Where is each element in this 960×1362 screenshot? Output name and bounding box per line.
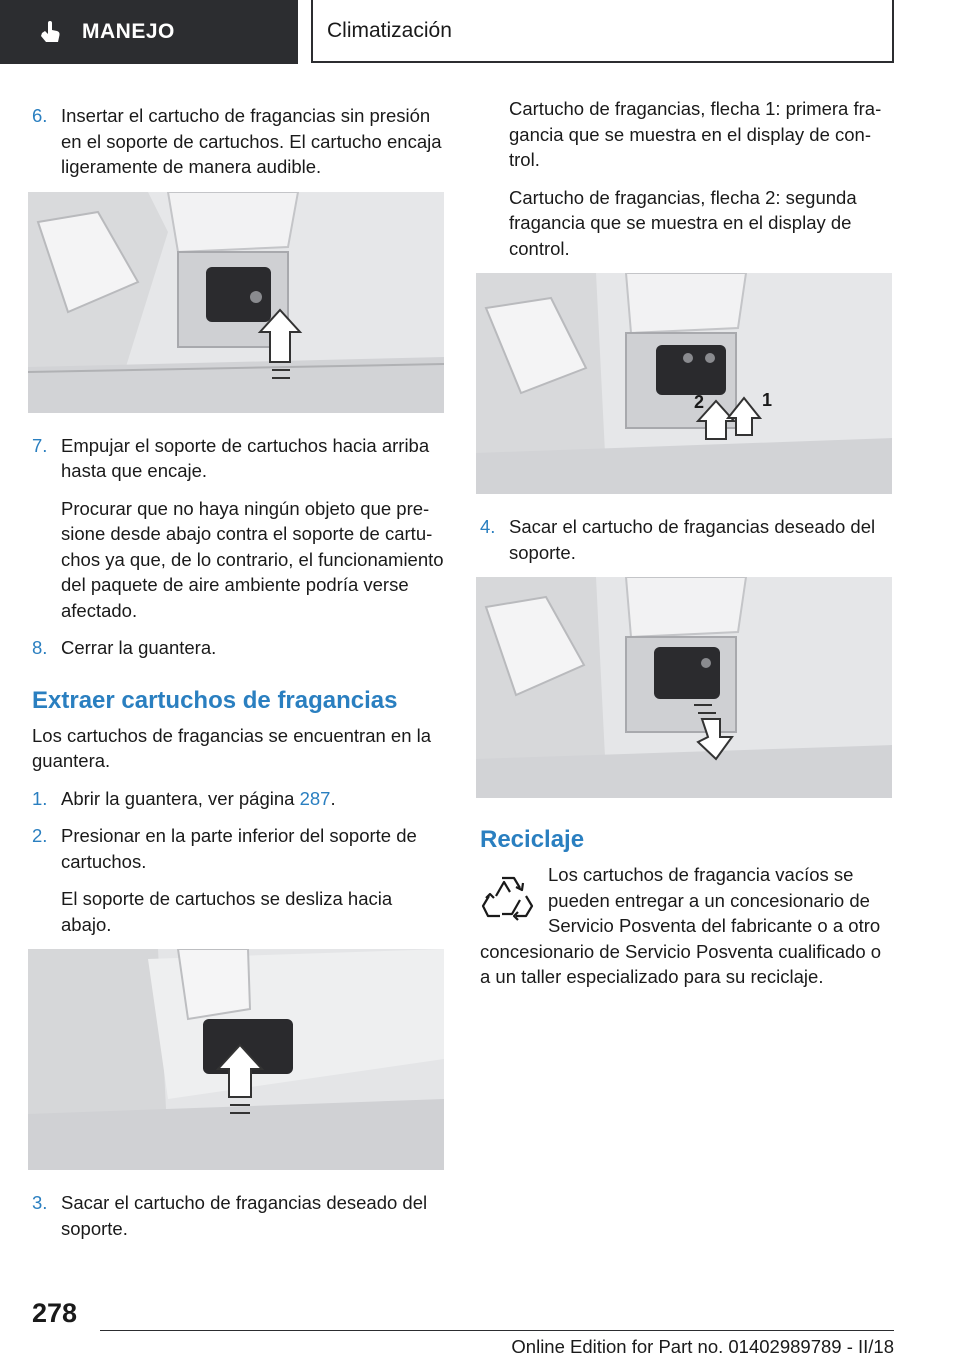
step-number: 6. [32,105,48,126]
recycling-section [480,862,892,990]
step-2-note: El soporte de cartuchos se desliza hacia abajo. [61,888,393,935]
step-number: 2. [32,825,48,846]
figure-holder-slides-down [28,949,444,1170]
step-text: Presionar en la parte inferior del soporte de cartuchos. [61,825,417,872]
step-8 [28,635,444,661]
edition-info: Online Edition for Part no. 01402989789 - II/18 [511,1336,894,1357]
step-text: Sacar el cartucho de fragancias deseado del soporte. [61,1192,428,1239]
step-number: 4. [480,516,496,537]
step-number: 3. [32,1192,48,1213]
right-column [476,96,892,990]
figure-label-1: 1 [762,390,773,410]
step-text-part: . [330,787,336,809]
step-text: Cerrar la guantera. [61,637,217,658]
figure-insert-cartridge [28,192,444,413]
section-title: MANEJO [82,20,175,43]
step-number: 1. [32,787,48,809]
arrow-1-description: Cartucho de fragancias, flecha 1: primera fragancia que se muestra en el display de control. [509,98,882,170]
arrow-2-description: Cartucho de fragancias, flecha 2: segunda fragancia que se muestra en el display de control. [509,186,857,259]
step-3 [28,1190,444,1241]
page-link[interactable]: 287 [299,787,331,809]
step-1 [28,786,444,812]
subsection-title: Climatización [327,18,452,42]
step-7 [28,433,444,484]
hand-pointer-icon [36,18,64,46]
page-number: 278 [32,1298,78,1328]
header-subsection [311,0,894,63]
recycling-text: Los cartuchos de fragancia vacíos se pueden entregar a un concesionario de Servicio Posventa del fabricante o a otro concesionario de Servicio Posventa cualificado o a un taller especializado para su reciclaje. [480,864,882,987]
footer-divider [100,1330,894,1331]
intro-paragraph: Los cartuchos de fragancias se encuentran en la guantera. [32,724,432,771]
step-2 [28,823,444,874]
step-text: Empujar el soporte de cartuchos hacia arriba hasta que encaje. [61,434,430,481]
recycle-icon [480,870,536,924]
step-4 [476,514,892,565]
left-column [28,103,444,1253]
figure-label-2: 2 [694,392,705,412]
header-section-tab [0,0,298,64]
step-number: 8. [32,637,48,658]
figure-cartridge-arrows [476,273,892,494]
step-text: Sacar el cartucho de fragancias deseado del soporte. [509,516,876,563]
step-text-part: Abrir la guantera, ver página [61,787,300,809]
step-text [61,786,444,812]
figure-remove-cartridge [476,577,892,798]
step-text: Insertar el cartucho de fragancias sin presión en el soporte de cartuchos. El cartucho encaja ligeramente de manera audible. [61,105,442,177]
heading-remove-cartridges: Extraer cartuchos de fragancias [32,686,398,714]
step-7-note: Procurar que no haya ningún objeto que presione desde abajo contra el soporte de cartuchos ya que, de lo contrario, el funcionamiento del paquete de aire ambiente podría verse afectado. [61,497,444,621]
heading-recycling: Reciclaje [480,826,585,853]
step-number: 7. [32,434,48,456]
step-6 [28,103,444,180]
